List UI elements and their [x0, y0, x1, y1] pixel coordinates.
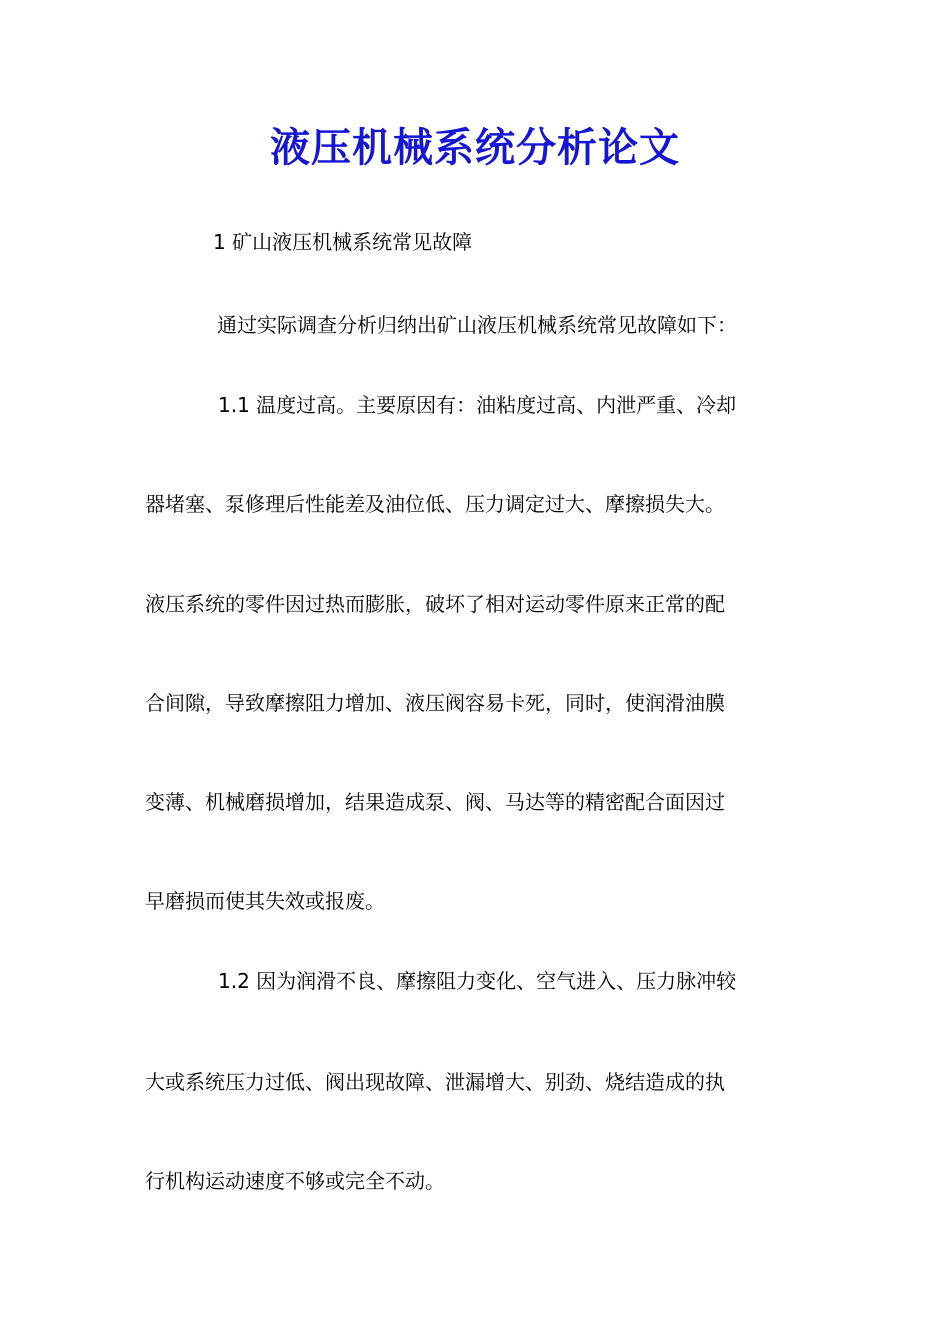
paragraph-line: 变薄、机械磨损增加，结果造成泵、阀、马达等的精密配合面因过: [145, 790, 725, 814]
section-heading: 1 矿山液压机械系统常见故障: [213, 230, 473, 254]
paragraph-line: 器堵塞、泵修理后性能差及油位低、压力调定过大、摩擦损失大。: [145, 492, 725, 516]
paragraph-line: 大或系统压力过低、阀出现故障、泄漏增大、别劲、烧结造成的执: [145, 1070, 725, 1094]
paragraph-line: 1.1 温度过高。主要原因有：油粘度过高、内泄严重、冷却: [218, 393, 737, 417]
paragraph-line: 液压系统的零件因过热而膨胀，破坏了相对运动零件原来正常的配: [145, 592, 725, 616]
paragraph-line: 合间隙，导致摩擦阻力增加、液压阀容易卡死，同时，使润滑油膜: [145, 691, 725, 715]
paragraph-line: 通过实际调查分析归纳出矿山液压机械系统常见故障如下：: [217, 313, 737, 337]
document-title: 液压机械系统分析论文: [270, 124, 680, 171]
paragraph-line: 1.2 因为润滑不良、摩擦阻力变化、空气进入、压力脉冲较: [218, 969, 737, 993]
paragraph-line: 行机构运动速度不够或完全不动。: [145, 1169, 445, 1193]
paragraph-line: 早磨损而使其失效或报废。: [145, 889, 385, 913]
